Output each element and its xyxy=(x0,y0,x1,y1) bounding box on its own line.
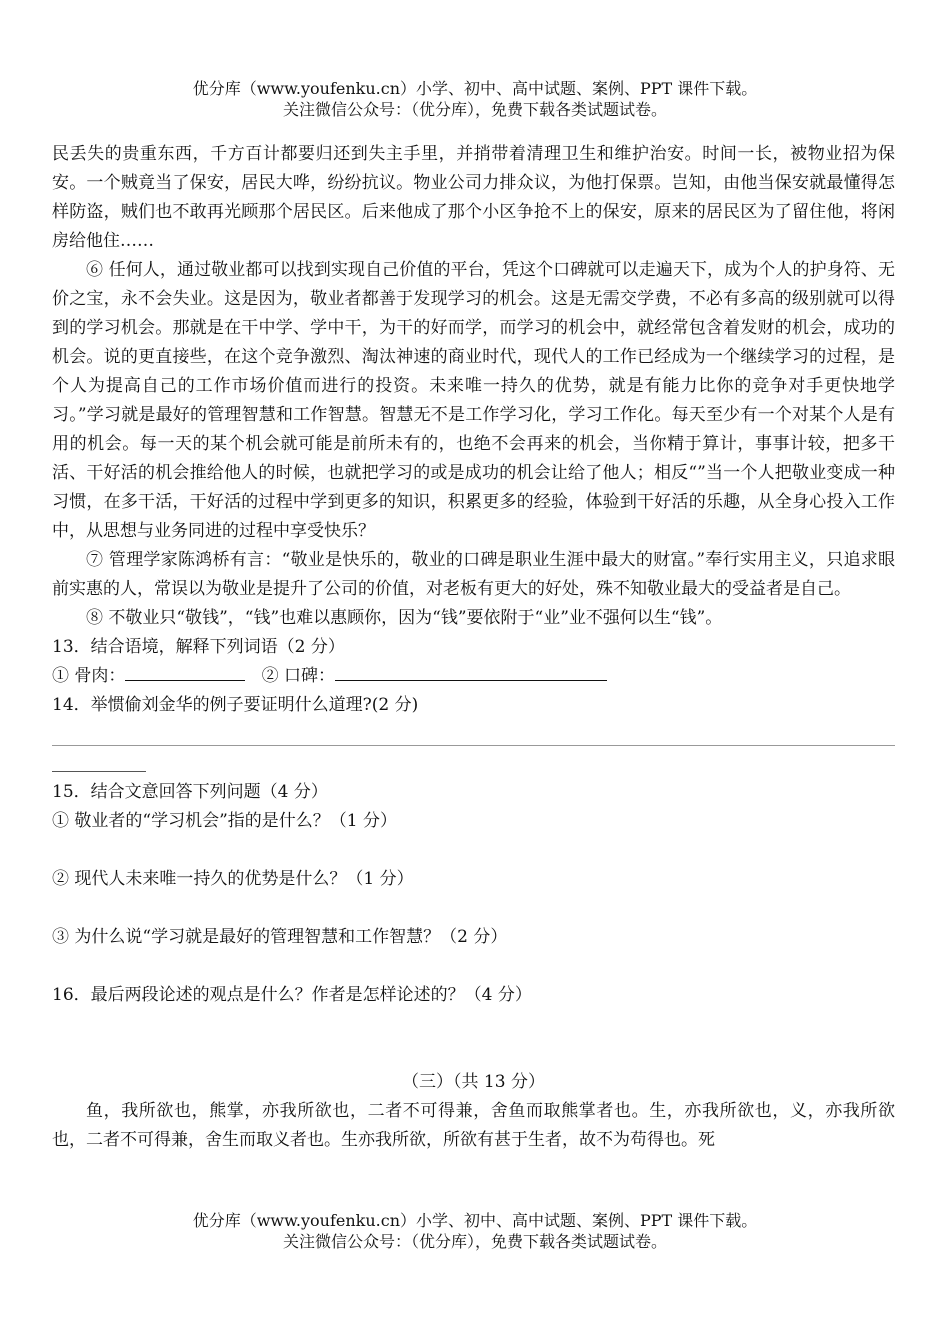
question-13-items xyxy=(52,662,895,691)
footer-line-2: 关注微信公众号：（优分库），免费下载各类试题试卷。 xyxy=(282,1232,667,1251)
main-content xyxy=(52,140,895,1155)
question-15-2: ② 现代人未来唯一持久的优势是什么？（1 分） xyxy=(52,869,414,889)
question-16: 16．最后两段论述的观点是什么？作者是怎样论述的？（4 分） xyxy=(52,985,532,1005)
q13-item-1-answer-blank[interactable] xyxy=(125,662,245,681)
question-15-1: ① 敬业者的“学习机会”指的是什么？（1 分） xyxy=(52,811,398,831)
question-13: 13．结合语境，解释下列词语（2 分） xyxy=(52,637,345,657)
question-14: 14．举惯偷刘金华的例子要证明什么道理?(2 分) xyxy=(52,695,419,715)
page-footer xyxy=(0,1210,950,1252)
header-line-1: 优分库（www.youfenku.cn）小学、初中、高中试题、案例、PPT 课件下载。 xyxy=(192,79,758,98)
passage-paragraph-8: ⑧ 不敬业只“敬钱”，“钱”也难以惠顾你，因为“钱”要依附于“业”业不强何以生“钱”。 xyxy=(86,608,723,628)
q13-item-1-label: ① 骨肉： xyxy=(52,666,126,686)
q14-answer-line[interactable] xyxy=(52,745,895,746)
section-3-title: （三）（共 13 分） xyxy=(402,1072,545,1092)
passage-paragraph-6: ⑥ 任何人，通过敬业都可以找到实现自己价值的平台，凭这个口碑就可以走遍天下，成为个人的护身符、无价之宝，永不会失业。这是因为，敬业者都善于发现学习的机会。这是无需交学费，不必有多高的级别就可以得到的学习机会。那就是在干中学、学中干，为干的好而学，而学习的机会中，就经常包含着发财的机会，成功的机会。说的更直接些，在这个竞争激烈、淘汰神速的商业时代，现代人的工作已经成为一个继续学习的过程，是个人为提高自己的工作市场价值而进行的投资。未来唯一持久的优势，就是有能力比你的竞争对手更快地学习。”学习就是最好的管理智慧和工作智慧。智慧无不是工作学习化，学习工作化。每天至少有一个对某个人是有用的机会。每一天的某个机会就可能是前所未有的，也绝不会再来的机会，当你精于算计，事事计较，把多干活、干好活的机会推给他人的时候，也就把学习的或是成功的机会让给了他人；相反“”当一个人把敬业变成一种习惯，在多干活，干好活的过程中学到更多的知识，积累更多的经验，体验到干好活的乐趣，从全身心投入工作中，从思想与业务同进的过程中享受快乐？ xyxy=(52,260,895,541)
section-3-text: 鱼，我所欲也，熊掌，亦我所欲也，二者不可得兼，舍鱼而取熊掌者也。生，亦我所欲也，义，亦我所欲也，二者不可得兼，舍生而取义者也。生亦我所欲，所欲有甚于生者，故不为苟得也。死 xyxy=(52,1101,895,1150)
header-line-2: 关注微信公众号：（优分库），免费下载各类试题试卷。 xyxy=(282,100,667,119)
question-15: 15．结合文意回答下列问题（4 分） xyxy=(52,782,328,802)
footer-line-1: 优分库（www.youfenku.cn）小学、初中、高中试题、案例、PPT 课件下载。 xyxy=(192,1211,758,1230)
q13-item-2-answer-blank[interactable] xyxy=(335,662,607,681)
q13-item-2-label: ② 口碑： xyxy=(261,666,336,686)
passage-paragraph-7: ⑦ 管理学家陈鸿桥有言：“敬业是快乐的，敬业的口碑是职业生涯中最大的财富。”奉行实用主义，只追求眼前实惠的人，常误以为敬业是提升了公司的价值，对老板有更大的好处，殊不知敬业最大的受益者是自己。 xyxy=(52,550,895,599)
question-15-3: ③ 为什么说“学习就是最好的管理智慧和工作智慧？（2 分） xyxy=(52,927,508,947)
passage-paragraph-5-tail: 民丢失的贵重东西，千方百计都要归还到失主手里，并捎带着清理卫生和维护治安。时间一长，被物业招为保安。一个贼竟当了保安，居民大哗，纷纷抗议。物业公司力排众议，为他打保票。岂知，由他当保安就最懂得怎样防盗，贼们也不敢再光顾那个居民区。后来他成了那个小区争抢不上的保安，原来的居民区为了留住他，将闲房给他住…… xyxy=(52,144,895,251)
page-header xyxy=(0,78,950,120)
q14-answer-line-continued[interactable] xyxy=(52,771,146,772)
